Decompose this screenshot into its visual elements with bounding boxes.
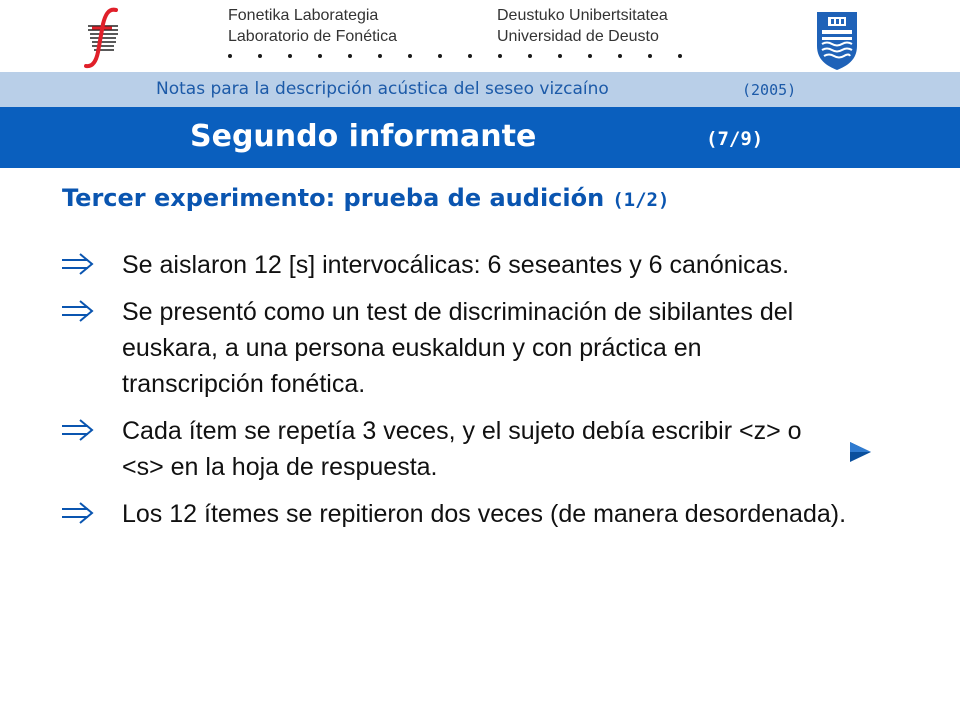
bullet-text: Cada ítem se repetía 3 veces, y el sujeto debía escribir <z> o <s> en la hoja de respuesta.	[122, 417, 802, 481]
lab-name-basque: Fonetika Laborategia	[228, 7, 379, 24]
presentation-year: (2005)	[742, 81, 797, 99]
bullet-text: Se presentó como un test de discriminación de sibilantes del euskara, a una persona euskaldun y con práctica en transcripción fonética.	[122, 298, 794, 398]
double-arrow-right-icon	[60, 502, 94, 524]
double-arrow-right-icon	[60, 300, 94, 322]
section-heading	[62, 184, 669, 212]
list-item	[58, 496, 848, 532]
slide-title: Segundo informante	[190, 119, 537, 154]
subtitle-bar	[0, 72, 960, 107]
presentation-subtitle: Notas para la descripción acústica del seseo vizcaíno	[156, 79, 609, 99]
header	[0, 0, 960, 72]
university-crest-icon	[813, 8, 861, 72]
university-name-basque: Deustuko Unibertsitatea	[497, 7, 668, 24]
section-counter: (1/2)	[612, 189, 670, 211]
section-title: Tercer experimento: prueba de audición	[62, 184, 605, 212]
bullet-list	[58, 247, 848, 543]
lab-name-spanish: Laboratorio de Fonética	[228, 28, 397, 45]
slide-counter: (7/9)	[706, 128, 764, 150]
university-name-spanish: Universidad de Deusto	[497, 28, 659, 45]
bullet-text: Se aislaron 12 [s] intervocálicas: 6 seseantes y 6 canónicas.	[122, 251, 790, 279]
double-arrow-right-icon	[60, 419, 94, 441]
bullet-text: Los 12 ítemes se repitieron dos veces (de manera desordenada).	[122, 500, 847, 528]
play-next-icon[interactable]	[847, 440, 873, 464]
title-bar	[0, 107, 960, 168]
dotted-separator	[218, 48, 708, 64]
list-item	[58, 413, 848, 485]
list-item	[58, 247, 848, 283]
fonetika-logo	[78, 6, 124, 70]
double-arrow-right-icon	[60, 253, 94, 275]
list-item	[58, 294, 848, 402]
